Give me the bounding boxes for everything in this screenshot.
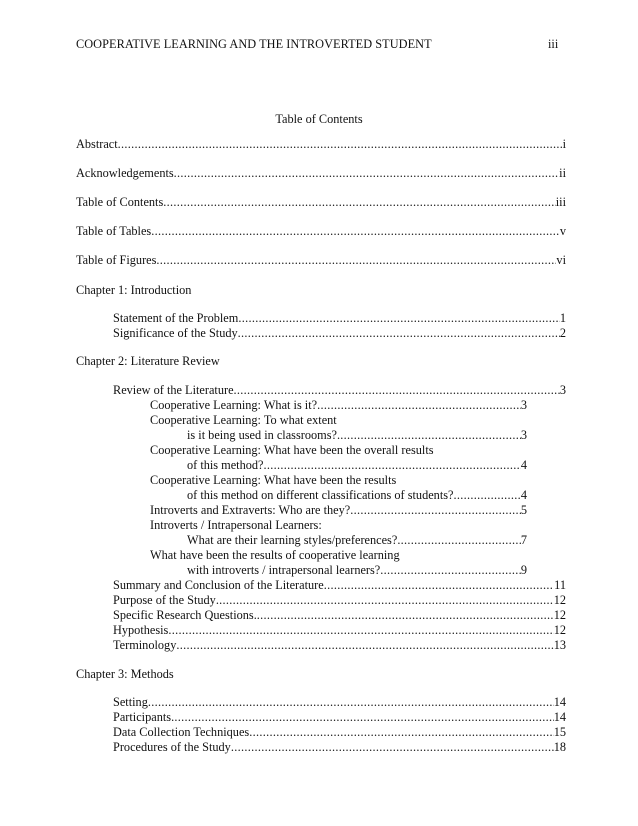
toc-entry-title: Purpose of the Study bbox=[113, 593, 216, 607]
toc-entry-title: is it being used in classrooms? bbox=[187, 428, 337, 442]
leader-dots bbox=[397, 533, 521, 547]
toc-entry-title: Review of the Literature bbox=[113, 383, 234, 397]
toc-entry-title: Cooperative Learning: What is it? bbox=[150, 398, 318, 412]
leader-dots bbox=[454, 488, 521, 502]
running-head: COOPERATIVE LEARNING AND THE INTROVERTED STUDENT bbox=[76, 37, 432, 51]
toc-entry-page: 15 bbox=[553, 725, 566, 739]
chapter-heading: Chapter 3: Methods bbox=[76, 667, 174, 681]
leader-dots bbox=[216, 593, 554, 607]
toc-entry bbox=[76, 224, 566, 238]
leader-dots bbox=[238, 311, 560, 325]
toc-entry bbox=[113, 740, 566, 754]
leader-dots bbox=[234, 383, 560, 397]
toc-entry-title: Acknowledgements bbox=[76, 166, 174, 180]
toc-entry-title: Table of Tables bbox=[76, 224, 152, 238]
toc-entry-title: Introverts and Extraverts: Who are they? bbox=[150, 503, 351, 517]
toc-subentry-line: What have been the results of cooperative learning bbox=[150, 548, 400, 562]
toc-subentry bbox=[150, 398, 527, 412]
toc-entry-page: 13 bbox=[553, 638, 566, 652]
toc-entry-title: Terminology bbox=[113, 638, 177, 652]
leader-dots bbox=[176, 638, 553, 652]
toc-subentry bbox=[187, 458, 527, 472]
toc-entry-page: iii bbox=[555, 195, 566, 209]
toc-entry-page: 2 bbox=[559, 326, 566, 340]
toc-entry bbox=[113, 326, 566, 340]
toc-entry bbox=[113, 725, 566, 739]
leader-dots bbox=[171, 710, 554, 724]
toc-entry bbox=[113, 638, 566, 652]
leader-dots bbox=[156, 253, 556, 267]
toc-entry-title: Hypothesis bbox=[113, 623, 169, 637]
toc-entry-page: v bbox=[559, 224, 566, 238]
toc-subentry bbox=[150, 503, 527, 517]
toc-entry-title: Summary and Conclusion of the Literature bbox=[113, 578, 324, 592]
leader-dots bbox=[238, 326, 560, 340]
toc-subentry bbox=[187, 533, 527, 547]
toc-entry-page: 14 bbox=[553, 710, 566, 724]
toc-entry-title: with introverts / intrapersonal learners? bbox=[187, 563, 381, 577]
toc-entry-page: 3 bbox=[520, 428, 527, 442]
leader-dots bbox=[257, 608, 554, 622]
toc-subentry bbox=[187, 488, 527, 502]
toc-subentry bbox=[187, 563, 527, 577]
toc-entry bbox=[113, 695, 566, 709]
toc-title: Table of Contents bbox=[275, 112, 363, 126]
toc-entry-page: 12 bbox=[553, 593, 566, 607]
toc-subentry-line: Cooperative Learning: What have been the overall results bbox=[150, 443, 434, 457]
leader-dots bbox=[231, 740, 554, 754]
toc-entry-title: What are their learning styles/preferences? bbox=[187, 533, 398, 547]
toc-entry-page: 1 bbox=[559, 311, 566, 325]
leader-dots bbox=[350, 503, 521, 517]
toc-entry bbox=[113, 623, 566, 637]
toc-entry-title: Setting bbox=[113, 695, 148, 709]
toc-subentry bbox=[187, 428, 527, 442]
toc-entry bbox=[113, 593, 566, 607]
chapter-heading: Chapter 2: Literature Review bbox=[76, 354, 220, 368]
toc-entry-page: vi bbox=[556, 253, 566, 267]
toc-entry-title: of this method on different classifications of students? bbox=[187, 488, 454, 502]
leader-dots bbox=[337, 428, 521, 442]
leader-dots bbox=[151, 224, 560, 238]
toc-subentry-line: Cooperative Learning: To what extent bbox=[150, 413, 337, 427]
toc-entry-page: 3 bbox=[559, 383, 566, 397]
toc-entry bbox=[113, 710, 566, 724]
toc-entry-page: 11 bbox=[554, 578, 566, 592]
page-number: iii bbox=[548, 37, 559, 51]
chapter-heading: Chapter 1: Introduction bbox=[76, 283, 192, 297]
toc-entry-page: 12 bbox=[553, 608, 566, 622]
toc-entry bbox=[113, 383, 566, 397]
toc-entry bbox=[76, 253, 566, 267]
toc-entry bbox=[76, 195, 566, 209]
toc-entry-title: Table of Figures bbox=[76, 253, 157, 267]
toc-entry bbox=[113, 608, 566, 622]
toc-entry-title: Abstract bbox=[76, 137, 118, 151]
leader-dots bbox=[380, 563, 521, 577]
leader-dots bbox=[174, 166, 559, 180]
toc-entry-title: Data Collection Techniques bbox=[113, 725, 250, 739]
toc-entry-title: Significance of the Study bbox=[113, 326, 238, 340]
toc-entry-page: 14 bbox=[553, 695, 566, 709]
toc-entry bbox=[113, 578, 566, 592]
toc-subentry-line: Introverts / Intrapersonal Learners: bbox=[150, 518, 322, 532]
leader-dots bbox=[317, 398, 521, 412]
leader-dots bbox=[118, 137, 563, 151]
toc-entry-title: Table of Contents bbox=[76, 195, 164, 209]
toc-entry-page: 9 bbox=[520, 563, 527, 577]
toc-entry-title: Statement of the Problem bbox=[113, 311, 239, 325]
toc-entry-page: i bbox=[562, 137, 566, 151]
toc-entry-page: ii bbox=[559, 166, 566, 180]
toc-entry-page: 7 bbox=[520, 533, 527, 547]
leader-dots bbox=[168, 623, 553, 637]
toc-entry bbox=[76, 166, 566, 180]
toc-entry-page: 18 bbox=[553, 740, 566, 754]
toc-entry-page: 4 bbox=[520, 488, 527, 502]
toc-entry-title: Participants bbox=[113, 710, 172, 724]
toc-entry-page: 4 bbox=[520, 458, 527, 472]
toc-subentry-line: Cooperative Learning: What have been the results bbox=[150, 473, 397, 487]
leader-dots bbox=[249, 725, 554, 739]
leader-dots bbox=[324, 578, 554, 592]
toc-entry bbox=[76, 137, 566, 151]
toc-entry-page: 5 bbox=[520, 503, 527, 517]
toc-entry-title: Procedures of the Study bbox=[113, 740, 231, 754]
toc-entry-title: Specific Research Questions. bbox=[113, 608, 257, 622]
toc-entry bbox=[113, 311, 566, 325]
leader-dots bbox=[148, 695, 554, 709]
leader-dots bbox=[264, 458, 521, 472]
leader-dots bbox=[163, 195, 556, 209]
toc-entry-page: 12 bbox=[553, 623, 566, 637]
toc-entry-title: of this method? bbox=[187, 458, 264, 472]
toc-entry-page: 3 bbox=[520, 398, 527, 412]
